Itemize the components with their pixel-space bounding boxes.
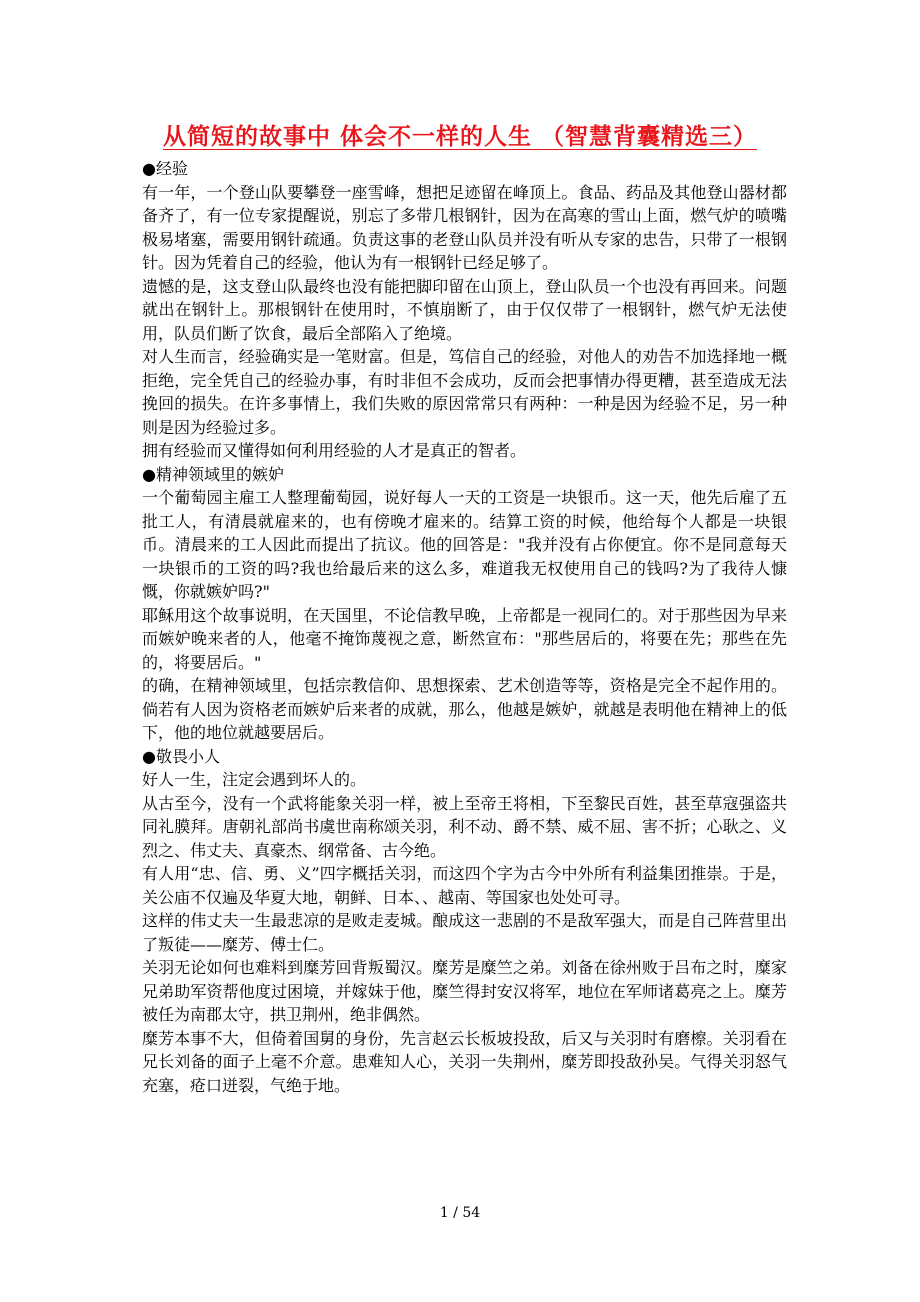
page-number: 1 / 54 (439, 1205, 481, 1221)
paragraph: 从古至今，没有一个武将能象关羽一样，被上至帝王将相，下至黎民百姓，甚至草寇强盗共同礼膜拜。唐朝礼部尚书虞世南称颂关羽，利不动、爵不禁、威不屈、害不折；心耿之、义烈之、伟丈夫、真豪杰、纲常备、古今绝。 (142, 793, 787, 860)
paragraph: 好人一生，注定会遇到坏人的。 (142, 770, 367, 789)
section-heading: ● 精神领域里的嫉妒 (142, 463, 787, 487)
paragraph: 有人用“忠、信、勇、义”四字概括关羽，而这四个字为古今中外所有利益集团推崇。于是，关公庙不仅遍及华夏大地，朝鲜、日本、、越南、等国家也处处可寻。 (142, 864, 787, 907)
article-body (142, 157, 787, 1097)
paragraph: 有一年，一个登山队要攀登一座雪峰，想把足迹留在峰顶上。食品、药品及其他登山器材都备齐了，有一位专家提醒说，别忘了多带几根钢针，因为在高寒的雪山上面，燃气炉的喷嘴极易堵塞，需要用钢针疏通。负责这事的老登山队员并没有听从专家的忠告，只带了一根钢针。因为凭着自己的经验，他认为有一根钢针已经足够了。 (142, 182, 787, 272)
paragraph: 耶稣用这个故事说明，在天国里，不论信教早晚，上帝都是一视同仁的。对于那些因为早来而嫉妒晚来者的人，他毫不掩饰蔑视之意，断然宣布："那些居后的，将要在先；那些在先的，将要居后。" (142, 605, 787, 672)
section-heading: ● 敬畏小人 (142, 745, 787, 769)
paragraph: 拥有经验而又懂得如何利用经验的人才是真正的智者。 (142, 441, 527, 460)
page-title (0, 118, 920, 151)
paragraph: 遗憾的是，这支登山队最终也没有能把脚印留在山顶上，登山队员一个也没有再回来。问题就出在钢针上。那根钢针在使用时，不慎崩断了，由于仅仅带了一根钢针，燃气炉无法使用，队员们断了饮食，最后全部陷入了绝境。 (142, 276, 787, 343)
paragraph: 对人生而言，经验确实是一笔财富。但是，笃信自己的经验，对他人的劝告不加选择地一概拒绝，完全凭自己的经验办事，有时非但不会成功，反而会把事情办得更糟，甚至造成无法挽回的损失。在许多事情上，我们失败的原因常常只有两种：一种是因为经验不足，另一种则是因为经验过多。 (142, 347, 787, 437)
paragraph: 一个葡萄园主雇工人整理葡萄园，说好每人一天的工资是一块银币。这一天，他先后雇了五批工人，有清晨就雇来的，也有傍晚才雇来的。结算工资的时候，他给每个人都是一块银币。清晨来的工人因此而提出了抗议。他的回答是："我并没有占你便宜。你不是同意每天一块银币的工资的吗?我也给最后来的这么多，难道我无权使用自己的钱吗?为了我待人慷慨，你就嫉妒吗?" (142, 488, 787, 601)
paragraph: 的确，在精神领域里，包括宗教信仰、思想探索、艺术创造等等，资格是完全不起作用的。倘若有人因为资格老而嫉妒后来者的成就，那么，他越是嫉妒，就越是表明他在精神上的低下，他的地位就越要居后。 (142, 676, 787, 742)
paragraph: 关羽无论如何也难料到糜芳回背叛蜀汉。糜芳是糜竺之弟。刘备在徐州败于吕布之时，糜家兄弟助军资帮他度过困境，并嫁妹于他，糜竺得封安汉将军，地位在军师诸葛亮之上。糜芳被任为南郡太守，拱卫荆州，绝非偶然。 (142, 958, 787, 1024)
section-heading: ● 经验 (142, 157, 787, 181)
paragraph: 糜芳本事不大，但倚着国舅的身份，先言赵云长板坡投敌，后又与关羽时有磨檫。关羽看在兄长刘备的面子上毫不介意。患难知人心，关羽一失荆州，糜芳即投敌孙吴。气得关羽怒气充塞，疮口迸裂，气绝于地。 (142, 1028, 787, 1095)
title-text: 从简短的故事中 体会不一样的人生 （智慧背囊精选三） (162, 123, 757, 150)
paragraph: 这样的伟丈夫一生最悲凉的是败走麦城。酿成这一悲剧的不是敌军强大，而是自己阵营里出了叛徒——糜芳、傅士仁。 (142, 911, 787, 954)
